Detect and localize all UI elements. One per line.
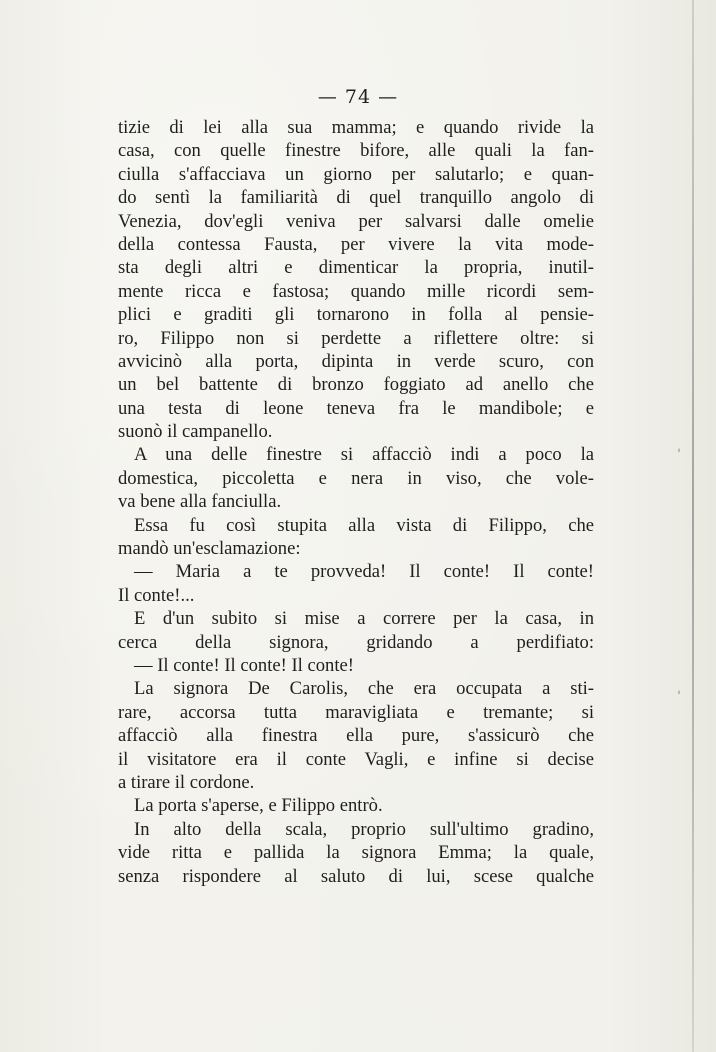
text-line: un bel battente di bronzo foggiato ad anello che [118, 374, 594, 396]
text-line: senza rispondere al saluto di lui, scese qualche [118, 865, 594, 887]
text-line: do sentì la familiarità di quel tranquillo angolo di [118, 187, 594, 209]
text-line: sta degli altri e dimenticar la propria, inutil- [118, 257, 594, 279]
text-line: — Il conte! Il conte! Il conte! [134, 654, 354, 676]
text-line: ro, Filippo non si perdette a riflettere oltre: si [118, 327, 594, 349]
text-line: La porta s'aperse, e Filippo entrò. [134, 795, 383, 817]
text-line: mandò un'esclamazione: [118, 538, 301, 560]
text-line: vide ritta e pallida la signora Emma; la quale, [118, 842, 594, 864]
text-line: della contessa Fausta, per vivere la vita mode- [118, 233, 594, 255]
text-line: A una delle finestre si affacciò indi a poco la [134, 444, 594, 466]
text-line: tizie di lei alla sua mamma; e quando rivide la [118, 117, 594, 138]
text-line: E d'un subito si mise a correre per la casa, in [134, 608, 594, 630]
text-line: suonò il campanello. [118, 421, 273, 443]
text-line: In alto della scala, proprio sull'ultimo gradino, [134, 818, 594, 840]
page-number: — 74 — [317, 86, 399, 108]
text-line: mente ricca e fastosa; quando mille ricordi sem- [118, 280, 594, 302]
text-line: cerca della signora, gridando a perdifiato: [118, 631, 594, 653]
text-line: una testa di leone teneva fra le mandibole; e [118, 397, 594, 419]
text-line: avvicinò alla porta, dipinta in verde scuro, con [118, 350, 594, 372]
text-line: ciulla s'affacciava un giorno per salutarlo; e quan- [118, 163, 594, 185]
text-line: il visitatore era il conte Vagli, e infine si decise [118, 748, 594, 770]
text-line: casa, con quelle finestre bifore, alle quali la fan- [118, 140, 594, 162]
body-text [118, 116, 594, 888]
text-line: — Maria a te provveda! Il conte! Il conte! [134, 561, 594, 583]
text-line: affacciò alla finestra ella pure, s'assicurò che [118, 725, 594, 747]
text-line: rare, accorsa tutta maravigliata e tremante; si [118, 701, 594, 723]
text-line: domestica, piccoletta e nera in viso, che vole- [118, 467, 594, 489]
text-line: a tirare il cordone. [118, 771, 255, 793]
text-line: va bene alla fanciulla. [118, 491, 282, 513]
text-line: Il conte!... [118, 584, 195, 606]
page-edge-shadow [692, 0, 694, 1052]
text-line: plici e graditi gli tornarono in folla al pensie- [118, 304, 594, 326]
text-line: La signora De Carolis, che era occupata a sti- [134, 678, 594, 700]
text-line: Essa fu così stupita alla vista di Filippo, che [134, 514, 594, 536]
text-line: Venezia, dov'egli veniva per salvarsi dalle omelie [118, 210, 594, 232]
